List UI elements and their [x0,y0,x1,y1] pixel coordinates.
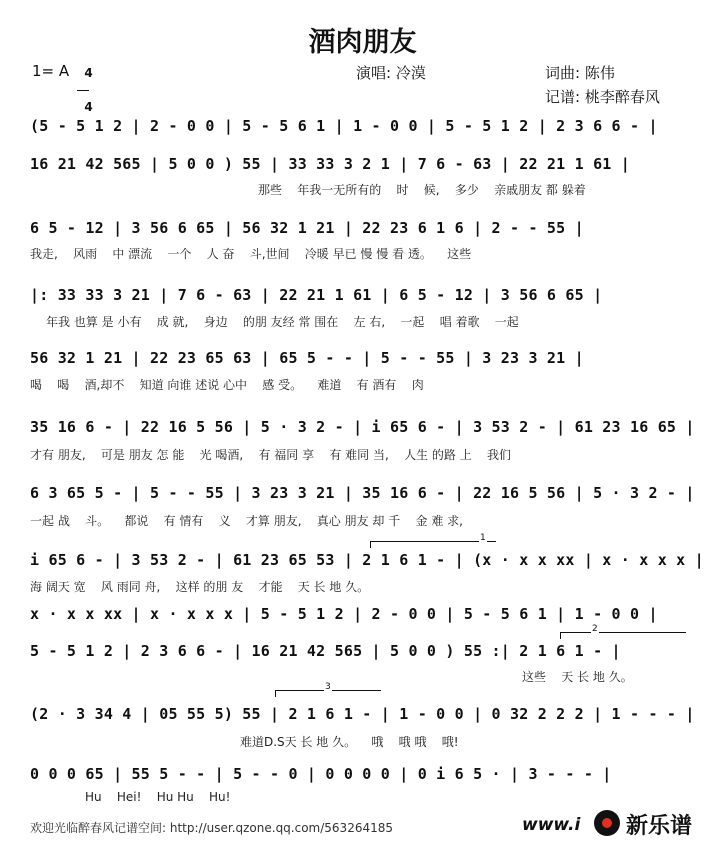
footer-text: 欢迎光临醉春风记谱空间: http://user.qzone.qq.com/563264185 [30,821,394,835]
notation-row-4: |: 33 33 3 21 | 7 6 - 63 | 22 21 1 61 | 6 5 - 12 | 3 56 6 65 | [30,286,603,304]
key-signature: 1= A [32,62,70,80]
notation-row-11: (2 · 3 34 4 | 05 55 5) 55 | 2 1 6 1 - | 1 - 0 0 | 0 32 2 2 2 | 1 - - - | [30,705,695,723]
volta-1-label: 1 [480,533,486,543]
notation-row-8: i 65 6 - | 3 53 2 - | 61 23 65 53 | 2 1 6 1 - | (x · x x xx | x · x x x | [30,551,704,569]
lyric-row-5: 喝 喝 酒,却不 知道 向谁 述说 心中 感 受。 难道 有 酒有 肉 [30,378,424,392]
triplet-label: 3 [325,682,331,692]
lyric-row-3: 我走, 风雨 中 漂流 一个 人 奋 斗,世间 冷暖 早已 慢 慢 看 透。 这些 [30,247,472,261]
notation-row-1: (5 - 5 1 2 | 2 - 0 0 | 5 - 5 6 1 | 1 - 0 0 | 5 - 5 1 2 | 2 3 6 6 - | [30,117,658,135]
time-signature-bottom: 4 [84,100,93,114]
time-signature [76,57,93,114]
lyric-row-6: 才有 朋友, 可是 朋友 怎 能 光 喝酒, 有 福同 享 有 难同 当, 人生 的路 上 我们 [30,448,511,462]
lyric-row-8: 海 阔天 宽 风 雨同 舟, 这样 的朋 友 才能 天 长 地 久。 [30,580,370,594]
logo-icon [594,810,620,836]
lyric-row-11: 难道D.S天 长 地 久。 哦 哦 哦 哦! [240,735,459,749]
notation-row-10: 5 - 5 1 2 | 2 3 6 6 - | 16 21 42 565 | 5 0 0 ) 55 :| 2 1 6 1 - | [30,642,621,660]
song-title: 酒肉朋友 [308,27,417,58]
notation-row-9: x · x x xx | x · x x x | 5 - 5 1 2 | 2 - 0 0 | 5 - 5 6 1 | 1 - 0 0 | [30,605,658,623]
composer-credit: 词曲: 陈伟 [545,64,615,82]
lyric-row-10: 这些 天 长 地 久。 [522,670,633,684]
notation-row-2: 16 21 42 565 | 5 0 0 ) 55 | 33 33 3 2 1 | 7 6 - 63 | 22 21 1 61 | [30,155,630,173]
notation-row-7: 6 3 65 5 - | 5 - - 55 | 3 23 3 21 | 35 16 6 - | 22 16 5 56 | 5 · 3 2 - | [30,484,695,502]
lyric-row-4: 年我 也算 是 小有 成 就, 身边 的朋 友经 常 围在 左 右, 一起 唱 着歌 一起 [46,315,519,329]
site-logo: 新乐谱 [626,814,693,839]
lyric-row-12: Hu Hei! Hu Hu Hu! [85,790,231,804]
notation-row-3: 6 5 - 12 | 3 56 6 65 | 56 32 1 21 | 22 23 6 1 6 | 2 - - 55 | [30,219,584,237]
singer-credit: 演唱: 冷漠 [356,64,426,82]
watermark-url: www.i [522,815,581,835]
transcriber-credit: 记谱: 桃李醉春风 [545,88,660,106]
notation-row-5: 56 32 1 21 | 22 23 65 63 | 65 5 - - | 5 - - 55 | 3 23 3 21 | [30,349,584,367]
volta-2-label: 2 [592,624,598,634]
notation-row-12: 0 0 0 65 | 55 5 - - | 5 - - 0 | 0 0 0 0 | 0 i 6 5 · | 3 - - - | [30,765,612,783]
volta-2-bracket [560,624,686,639]
lyric-row-2: 那些 年我一无所有的 时 候, 多少 亲戚朋友 都 躲着 [258,183,586,197]
time-signature-top: 4 [84,66,93,80]
lyric-row-7: 一起 战 斗。 都说 有 情有 义 才算 朋友, 真心 朋友 却 千 金 难 求, [30,514,463,528]
triplet-bracket [275,682,381,697]
notation-row-6: 35 16 6 - | 22 16 5 56 | 5 · 3 2 - | i 65 6 - | 3 53 2 - | 61 23 16 65 | [30,418,695,436]
volta-1-bracket [370,533,496,548]
